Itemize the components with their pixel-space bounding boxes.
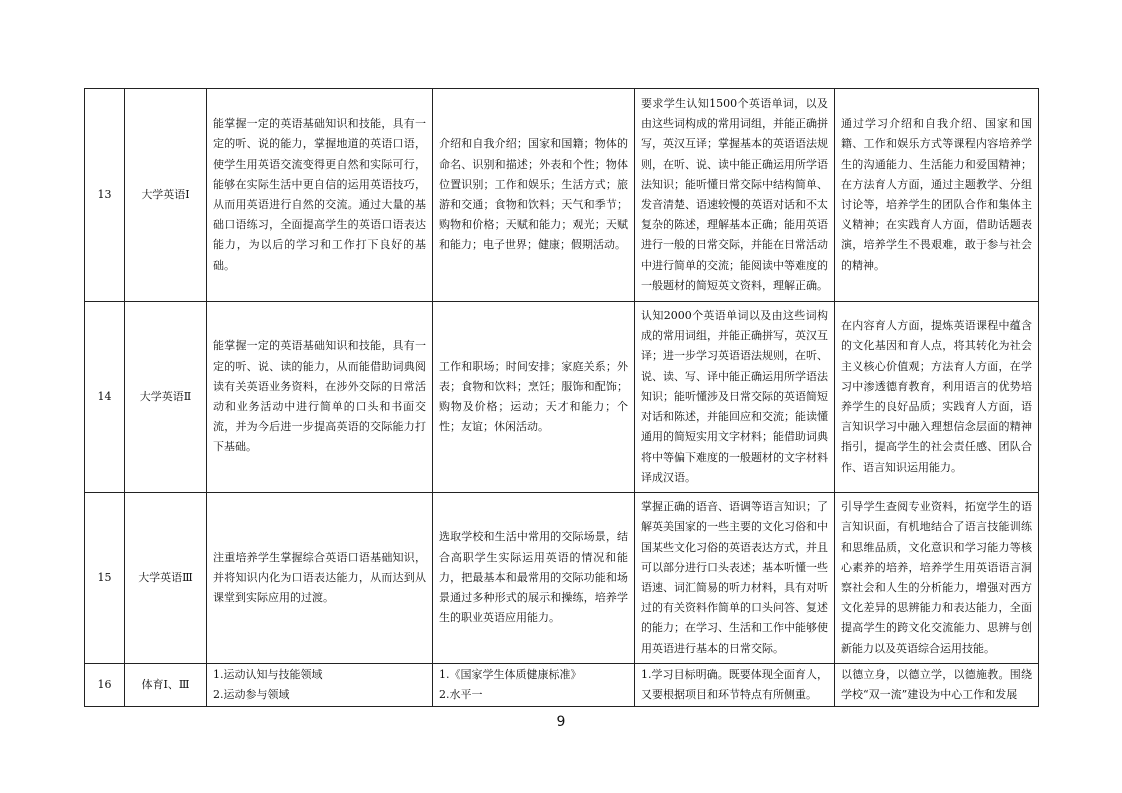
page-number: 9 <box>556 714 566 730</box>
course-objective: 能掌握一定的英语基础知识和技能，具有一定的听、说的能力，掌握地道的英语口语，使学生用英语交流变得更自然和实际可行，能够在实际生活中更自信的运用英语技巧，从而用英语进行自然的交流。通过大量的基础口语练习，全面提高学生的英语口语表达能力，为以后的学习和工作打下良好的基础。 <box>213 117 426 272</box>
course-number: 13 <box>85 89 125 302</box>
course-requirement-cell <box>635 302 835 493</box>
table-row <box>85 89 1039 302</box>
course-content: 介绍和自我介绍；国家和国籍；物体的命名、识别和描述；外表和个性；物体位置识别；工作和娱乐；生活方式；旅游和交通；食物和饮料；天气和季节；购物和价格；天赋和能力；观光；天赋和能力；电子世界；健康；假期活动。 <box>439 137 628 252</box>
course-content: 1.《国家学生体质健康标准》 2.水平一 <box>439 667 582 701</box>
course-content-cell <box>433 493 635 664</box>
course-requirement-cell <box>635 493 835 664</box>
course-name: 大学英语Ⅲ <box>125 493 207 664</box>
course-content: 选取学校和生活中常用的交际场景，结合高职学生实际运用英语的情况和能力，把最基本和最常用的交际功能和场景通过多种形式的展示和操练，培养学生的职业英语应用能力。 <box>439 530 628 625</box>
course-name: 大学英语Ⅱ <box>125 302 207 493</box>
course-number: 15 <box>85 493 125 664</box>
course-ideology: 以德立身，以德立学，以德施教。围绕学校“双一流”建设为中心工作和发展 <box>841 667 1032 701</box>
course-requirement-cell <box>635 89 835 302</box>
course-ideology-cell <box>835 302 1039 493</box>
table-row <box>85 302 1039 493</box>
course-number: 14 <box>85 302 125 493</box>
course-number: 16 <box>85 664 125 707</box>
course-ideology: 在内容育人方面，提炼英语课程中蕴含的文化基因和育人点，将其转化为社会主义核心价值观；方法育人方面，在学习中渗透德育教育，利用语言的优势培养学生的良好品质；实践育人方面，语言知识学习中融入理想信念层面的精神指引，提高学生的社会责任感、团队合作、语言知识运用能力。 <box>841 319 1032 474</box>
course-requirement: 1.学习目标明确。既要体现全面育人，又要根据项目和环节特点有所侧重。 <box>641 667 828 701</box>
course-requirement: 掌握正确的语音、语调等语言知识；了解英美国家的一些主要的文化习俗和中国某些文化习俗的英语表达方式，并且可以部分进行口头表述；基本听懂一些语速、词汇简易的听力材料，具有对听过的有关资料作简单的口头问答、复述的能力；在学习、生活和工作中能够使用英语进行基本的日常交际。 <box>641 500 828 655</box>
course-name: 大学英语Ⅰ <box>125 89 207 302</box>
course-objective-cell <box>207 302 433 493</box>
course-objective-cell <box>207 89 433 302</box>
course-content-cell <box>433 664 635 707</box>
course-ideology-cell <box>835 89 1039 302</box>
course-objective: 1.运动认知与技能领域 2.运动参与领域 <box>213 667 323 701</box>
course-content-cell <box>433 89 635 302</box>
course-content-cell <box>433 302 635 493</box>
course-name: 体育Ⅰ、Ⅲ <box>125 664 207 707</box>
table-row <box>85 493 1039 664</box>
table-row <box>85 664 1039 707</box>
course-ideology: 引导学生查阅专业资料，拓宽学生的语言知识面，有机地结合了语言技能训练和思维品质，文化意识和学习能力等核心素养的培养，培养学生用英语语言洞察社会和人生的分析能力，增强对西方文化差异的思辨能力和表达能力，全面提高学生的跨文化交流能力、思辨与创新能力以及英语综合运用技能。 <box>841 500 1032 655</box>
course-objective-cell <box>207 664 433 707</box>
curriculum-table <box>84 88 1039 707</box>
course-requirement-cell <box>635 664 835 707</box>
course-requirement: 认知2000个英语单词以及由这些词构成的常用词组，并能正确拼写，英汉互译；进一步学习英语语法规则，在听、说、读、写、译中能正确运用所学语法知识；能听懂涉及日常交际的英语简短对话和陈述，并能回应和交流；能读懂通用的简短实用文字材料；能借助词典将中等偏下难度的一般题材的文字材料译成汉语。 <box>641 309 828 484</box>
course-objective: 注重培养学生掌握综合英语口语基础知识，并将知识内化为口语表达能力，从而达到从课堂到实际应用的过渡。 <box>213 550 426 605</box>
course-ideology: 通过学习介绍和自我介绍、国家和国籍、工作和娱乐方式等课程内容培养学生的沟通能力、生活能力和爱国精神；在方法育人方面，通过主题教学、分组讨论等，培养学生的团队合作和集体主义精神；在实践育人方面，借助话题表演，培养学生不畏艰难，敢于参与社会的精神。 <box>841 117 1032 272</box>
course-objective-cell <box>207 493 433 664</box>
course-content: 工作和职场；时间安排；家庭关系；外表；食物和饮料；烹饪；服饰和配饰；购物及价格；运动；天才和能力；个性；友谊；休闲活动。 <box>439 359 628 434</box>
course-requirement: 要求学生认知1500个英语单词，以及由这些词构成的常用词组，并能正确拼写，英汉互译；掌握基本的英语语法规则，在听、说、读中能正确运用所学语法知识；能听懂日常交际中结构简单、发音清楚、语速较慢的英语对话和不太复杂的陈述，理解基本正确；能用英语进行一般的日常交际，并能在日常活动中进行简单的交流；能阅读中等难度的一般题材的简短英文资料，理解正确。 <box>641 96 828 292</box>
course-ideology-cell <box>835 664 1039 707</box>
course-ideology-cell <box>835 493 1039 664</box>
course-objective: 能掌握一定的英语基础知识和技能，具有一定的听、说、读的能力，从而能借助词典阅读有关英语业务资料，在涉外交际的日常活动和业务活动中进行简单的口头和书面交流，并为今后进一步提高英语的交际能力打下基础。 <box>213 339 426 454</box>
